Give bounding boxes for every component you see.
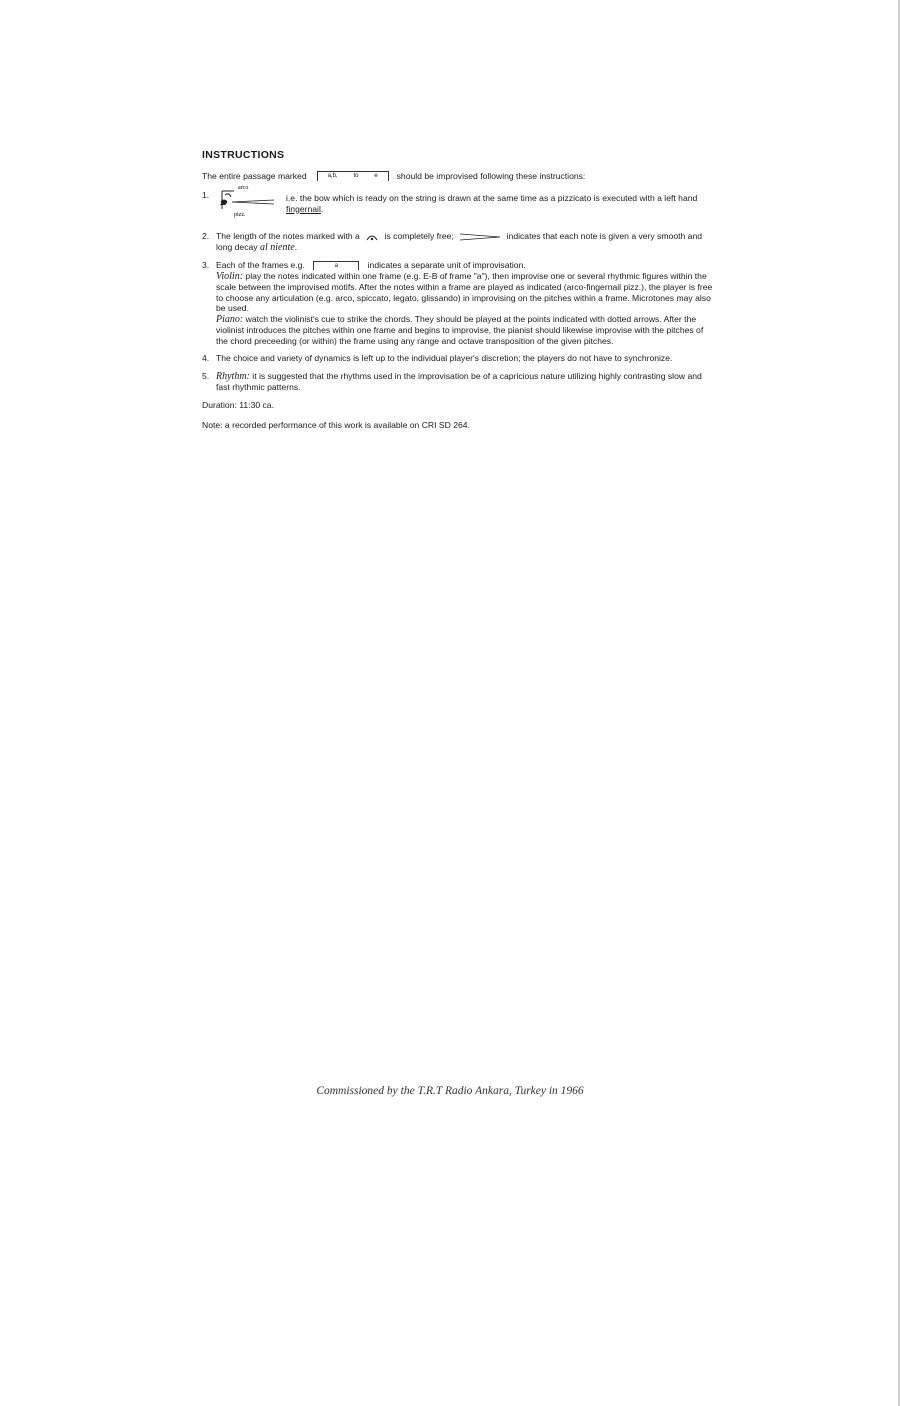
frame-label-start: a,b, [327,173,338,179]
item4-text: The choice and variety of dynamics is left up to the individual player's discretion; the players do not have to synchronize. [216,353,673,363]
recording-note: Note: a recorded performance of this work is available on CRI SD 264. [202,420,470,430]
item2-text-after: indicates that each note is given a very smooth and long decay [216,231,703,252]
violin-instructions [216,271,717,314]
duration: Duration: 11:30 ca. [202,399,274,410]
instruction-item-1 [202,185,717,224]
item3-after: indicates a separate unit of improvisation. [367,260,526,270]
item3-line1 [216,260,717,271]
instructions-block [202,150,717,441]
item2-text-before: The length of the notes marked with a [216,231,360,241]
piano-label: Piano: [216,313,244,325]
decrescendo-icon [460,233,500,241]
item1-text [286,193,718,214]
item2-al-niente: al niente [259,241,295,253]
instruction-item-2 [202,231,717,253]
instruction-item-5 [202,371,717,393]
item5-text: it is suggested that the rhythms used in the improvisation be of a capricious nature utilizing highly contrasting slow and fast rhythmic patterns. [216,370,702,392]
item2-end: . [294,241,298,252]
item-number: 3. [202,260,210,270]
instruction-item-3 [202,260,717,346]
frame-label-end: e [374,173,378,179]
arco-label: arco [238,185,249,191]
intro-before: The entire passage marked [202,170,307,181]
violin-text: play the notes indicated within one frame (e.g. E-B of frame "a"), then improvise one or several rhythmic figures within the scale between the improvised motifs. After the notes within a frame are played as indicated (arco-fingernail pizz.), the player is free to choose any articulation (e.g. arco, spiccato, legato, glissando) in improvising on the pitches within a frame. Microtones may also be used. [216,270,713,313]
item1-text-main: i.e. the bow which is ready on the string is drawn at the same time as a pizzicato is executed with a left hand [286,193,698,203]
item3-before: Each of the frames e.g. [216,260,305,270]
instructions-heading: INSTRUCTIONS [202,149,285,161]
item-number: 4. [202,353,210,363]
item1-period: . [320,203,324,214]
pizz-label: pizz. [234,212,246,218]
item2-text-middle: is completely free; [384,231,454,241]
piano-instructions [216,314,717,347]
instruction-item-4 [202,353,717,364]
passage-frame-symbol [317,171,389,181]
commission-credit: Commissioned by the T.R.T Radio Ankara, Turkey in 1966 [316,1085,584,1097]
frame-symbol [313,261,359,270]
item-number: 2. [202,231,210,241]
intro-after: should be improvised following these instructions: [396,170,586,181]
item-number: 5. [202,370,210,381]
frame-label-to: to [353,173,359,179]
arco-pizz-notation-icon [216,182,276,218]
fermata-icon [366,233,378,241]
intro-line [202,171,717,182]
violin-label: Violin: [216,270,244,282]
item-number: 1. [202,190,210,200]
item1-fingernail: fingernail [286,203,321,214]
frame-a-label: a [334,263,338,270]
rhythm-label: Rhythm: [216,370,250,382]
piano-text: watch the violinist's cue to strike the chords. They should be played at the points indicated with dotted arrows. After the violinist introduces the pitches within one frame and begins to improvise, the pianist should likewise improvise with the pitches of the chord preceeding (or within) the frame using any range and octave transposition of the given pitches. [216,313,704,346]
